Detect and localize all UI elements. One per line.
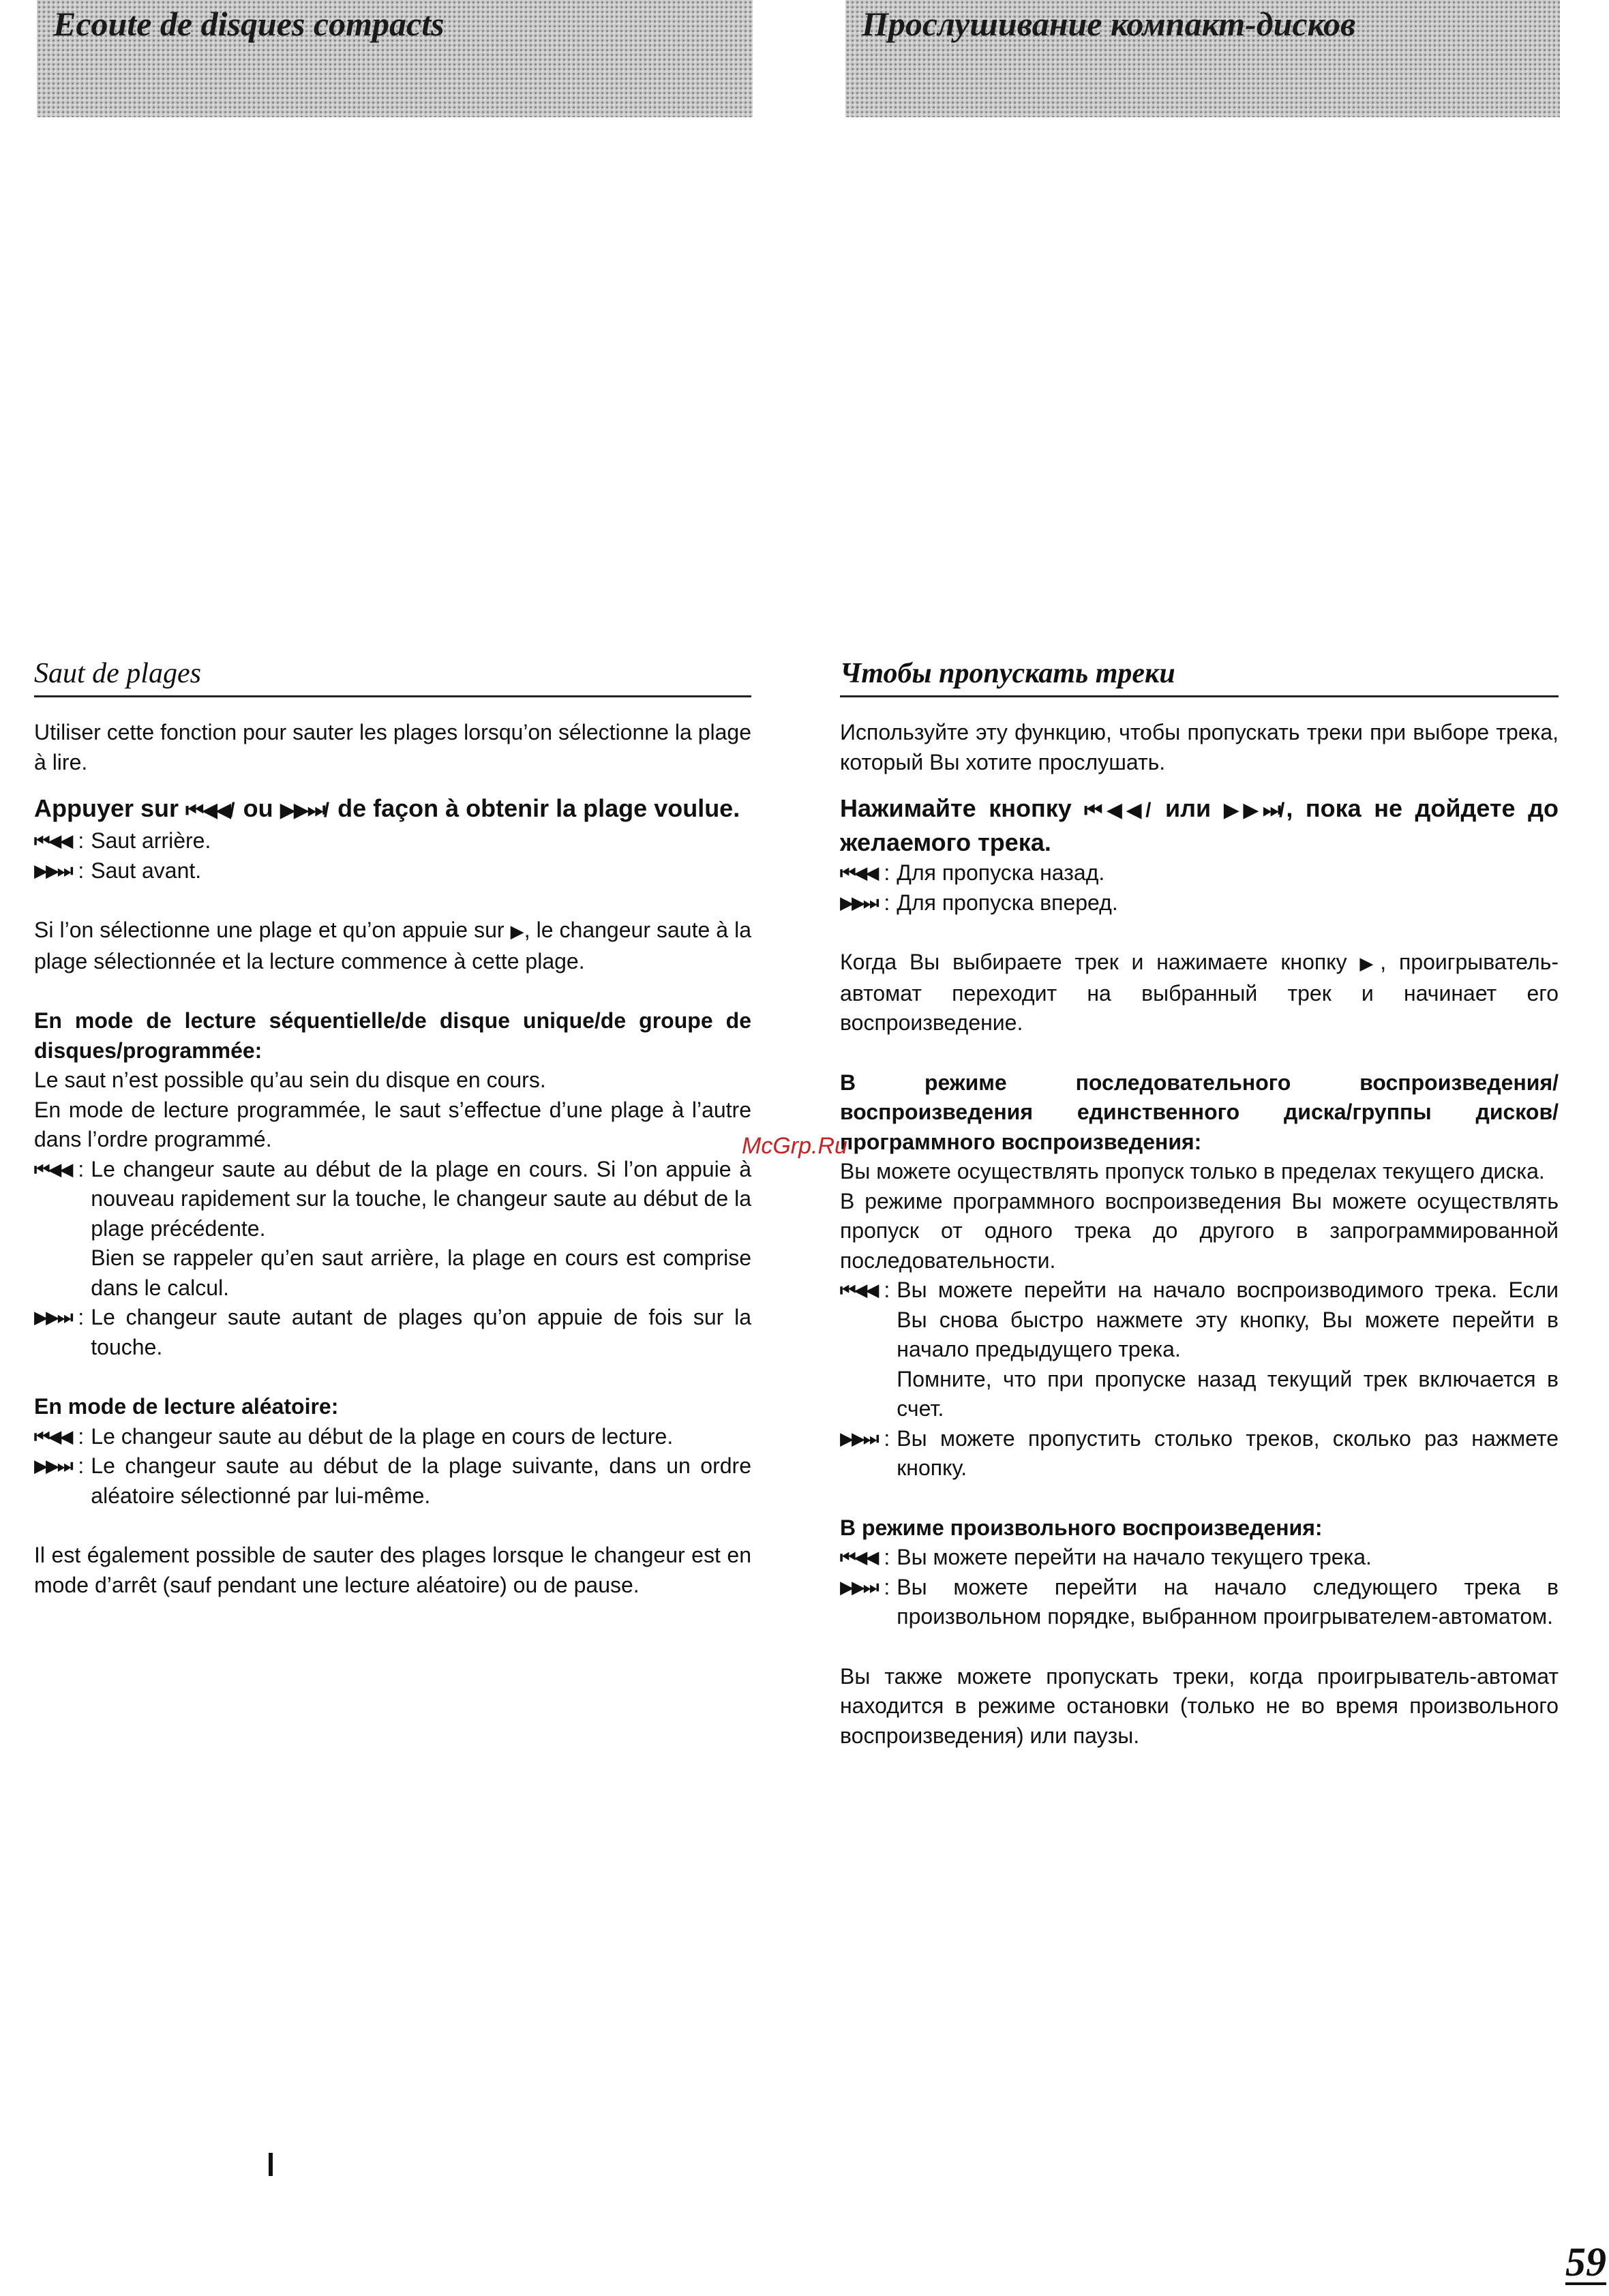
- mode1-title-fr: En mode de lecture séquentielle/de disque unique/de groupe de disques/programmée:: [34, 1008, 751, 1063]
- next-icon: ▶▶⏭: [840, 1576, 877, 1597]
- play-note-ru: Когда Вы выбираете трек и нажимаете кнопку ▶, проигрыватель-автомат переходит на выбранный трек и начинает его воспроизведение.: [840, 950, 1559, 1035]
- prev-icon: ⏮◀◀/: [1084, 799, 1153, 821]
- prev-icon: ⏮◀◀: [34, 1425, 72, 1447]
- play-icon: ▶: [1359, 953, 1381, 973]
- french-column: [34, 654, 751, 1600]
- prev-icon: ⏮◀◀: [840, 862, 877, 883]
- mode1-fwd-text-ru: Вы можете пропустить столько треков, сколько раз нажмете кнопку.: [897, 1425, 1559, 1480]
- mode1-fwd-text-fr: Le changeur saute autant de plages qu’on appuie de fois sur la touche.: [91, 1305, 751, 1359]
- next-icon: ▶▶⏭: [34, 860, 72, 881]
- prev-icon: ⏮◀◀: [840, 1547, 877, 1567]
- mode1-fwd-row-fr: ▶▶⏭ : Le changeur saute autant de plages qu’on appuie de fois sur la touche.: [34, 1303, 751, 1362]
- mode1-p1-fr: Le saut n’est possible qu’au sein du disque en cours.: [34, 1068, 546, 1092]
- next-icon: ▶▶⏭: [34, 1455, 72, 1476]
- next-icon: ▶▶⏭/: [280, 799, 331, 821]
- fwd-label-fr: Saut avant.: [91, 858, 202, 883]
- mode1-title-ru: В режиме последовательного воспроизведения/воспроизведения единственного диска/группы дисков/программного воспроизведения:: [840, 1070, 1559, 1154]
- mode1-p2-ru: В режиме программного воспроизведения Вы можете осуществлять пропуск от одного трека до другого в запрограммированной последовательности.: [840, 1188, 1559, 1273]
- next-icon: ▶▶⏭: [840, 1428, 877, 1449]
- mode2-back-text-ru: Вы можете перейти на начало текущего трека.: [897, 1545, 1372, 1569]
- prev-icon: ⏮◀◀: [34, 1158, 72, 1179]
- russian-column: [840, 654, 1559, 1751]
- watermark: McGrp.Ru: [742, 1133, 847, 1159]
- next-icon: ▶▶⏭/: [1223, 799, 1287, 821]
- mode1-back-text-ru: Вы можете перейти на начало воспроизводимого трека. Если Вы снова быстро нажмете эту кнопку, Вы можете перейти в начало предыдущего трека.: [897, 1278, 1559, 1361]
- instruction-ru: Нажимайте кнопку ⏮◀◀/ или ▶▶⏭/, пока не дойдете до желаемого трека.: [840, 794, 1559, 856]
- final-note-ru: Вы также можете пропускать треки, когда проигрыватель-автомат находится в режиме остановки (только не во время произвольного воспроизведения) или паузы.: [840, 1663, 1559, 1748]
- mode2-back-row-fr: ⏮◀◀ : Le changeur saute au début de la plage en cours de lecture.: [34, 1422, 751, 1452]
- mode2-title-fr: En mode de lecture aléatoire:: [34, 1394, 339, 1419]
- mode2-fwd-row-ru: ▶▶⏭ : Вы можете перейти на начало следующего трека в произвольном порядке, выбранном проигрывателем-автоматом.: [840, 1573, 1559, 1632]
- play-icon: ▶: [510, 921, 524, 941]
- page-number: 59: [1565, 2239, 1606, 2284]
- prev-icon: ⏮◀◀: [34, 830, 72, 851]
- fwd-row-ru: ▶▶⏭ : Для пропуска вперед.: [840, 888, 1559, 918]
- header-title-left: Ecoute de disques compacts: [53, 5, 445, 43]
- instruction-fr: Appuyer sur ⏮◀◀/ ou ▶▶⏭/ de façon à obtenir la plage voulue.: [34, 794, 740, 822]
- mode2-back-row-ru: ⏮◀◀ : Вы можете перейти на начало текущего трека.: [840, 1543, 1559, 1573]
- back-label-ru: Для пропуска назад.: [897, 860, 1105, 885]
- mode2-back-text-fr: Le changeur saute au début de la plage en cours de lecture.: [91, 1423, 674, 1449]
- intro-fr: Utiliser cette fonction pour sauter les plages lorsqu’on sélectionne la plage à lire.: [34, 720, 751, 774]
- back-row-ru: ⏮◀◀ : Для пропуска назад.: [840, 858, 1559, 888]
- back-row-fr: ⏮◀◀ : Saut arrière.: [34, 826, 751, 856]
- next-icon: ▶▶⏭: [840, 892, 877, 913]
- next-icon: ▶▶⏭: [34, 1307, 72, 1327]
- final-note-fr: Il est également possible de sauter des plages lorsque le changeur est en mode d’arrêt (sauf pendant une lecture aléatoire) ou de pause.: [34, 1543, 751, 1597]
- section-title-fr: Saut de plages: [34, 654, 751, 697]
- prev-icon: ⏮◀◀/: [185, 799, 237, 821]
- intro-ru: Используйте эту функцию, чтобы пропускать треки при выборе трека, который Вы хотите прослушать.: [840, 720, 1559, 774]
- header-title-right: Прослушивание компакт-дисков: [862, 5, 1356, 43]
- scan-mark: [269, 2153, 273, 2176]
- mode1-p1-ru: Вы можете осуществлять пропуск только в пределах текущего диска.: [840, 1159, 1545, 1183]
- mode1-back-note-ru: Помните, что при пропуске назад текущий трек включается в счет.: [897, 1366, 1559, 1421]
- play-note-fr: Si l’on sélectionne une plage et qu’on appuie sur ▶, le changeur saute à la plage sélectionnée et la lecture commence à cette plage.: [34, 918, 752, 973]
- fwd-row-fr: ▶▶⏭ : Saut avant.: [34, 856, 751, 886]
- mode1-fwd-row-ru: ▶▶⏭ : Вы можете пропустить столько треков, сколько раз нажмете кнопку.: [840, 1424, 1559, 1483]
- mode2-fwd-row-fr: ▶▶⏭ : Le changeur saute au début de la plage suivante, dans un ordre aléatoire sélectionné par lui-même.: [34, 1451, 751, 1511]
- mode1-back-row-fr: ⏮◀◀ : Le changeur saute au début de la plage en cours. Si l’on appuie à nouveau rapidement sur la touche, le changeur saute au début de la plage précédente. Bien se rappeler qu’en saut arrière, la plage en cours est comprise dans le calcul.: [34, 1155, 751, 1303]
- mode1-p2-fr: En mode de lecture programmée, le saut s’effectue d’une plage à l’autre dans l’ordre programmé.: [34, 1097, 751, 1151]
- header-band-right: [845, 0, 1560, 117]
- section-title-ru: Чтобы пропускать треки: [840, 654, 1559, 697]
- mode1-back-text-fr: Le changeur saute au début de la plage en cours. Si l’on appuie à nouveau rapidement sur la touche, le changeur saute au début de la plage précédente.: [91, 1156, 751, 1241]
- mode1-back-note-fr: Bien se rappeler qu’en saut arrière, la plage en cours est comprise dans le calcul.: [91, 1245, 751, 1300]
- mode1-back-row-ru: ⏮◀◀ : Вы можете перейти на начало воспроизводимого трека. Если Вы снова быстро нажмете эту кнопку, Вы можете перейти в начало предыдущего трека. Помните, что при пропуске назад текущий трек включается в счет.: [840, 1275, 1559, 1424]
- mode2-title-ru: В режиме произвольного воспроизведения:: [840, 1515, 1323, 1540]
- back-label-fr: Saut arrière.: [91, 828, 211, 853]
- header-band-left: [37, 0, 753, 117]
- mode2-fwd-text-ru: Вы можете перейти на начало следующего трека в произвольном порядке, выбранном проигрывателем-автоматом.: [897, 1574, 1559, 1629]
- prev-icon: ⏮◀◀: [840, 1280, 877, 1300]
- fwd-label-ru: Для пропуска вперед.: [897, 890, 1118, 915]
- mode2-fwd-text-fr: Le changeur saute au début de la plage suivante, dans un ordre aléatoire sélectionné par lui-même.: [91, 1453, 751, 1508]
